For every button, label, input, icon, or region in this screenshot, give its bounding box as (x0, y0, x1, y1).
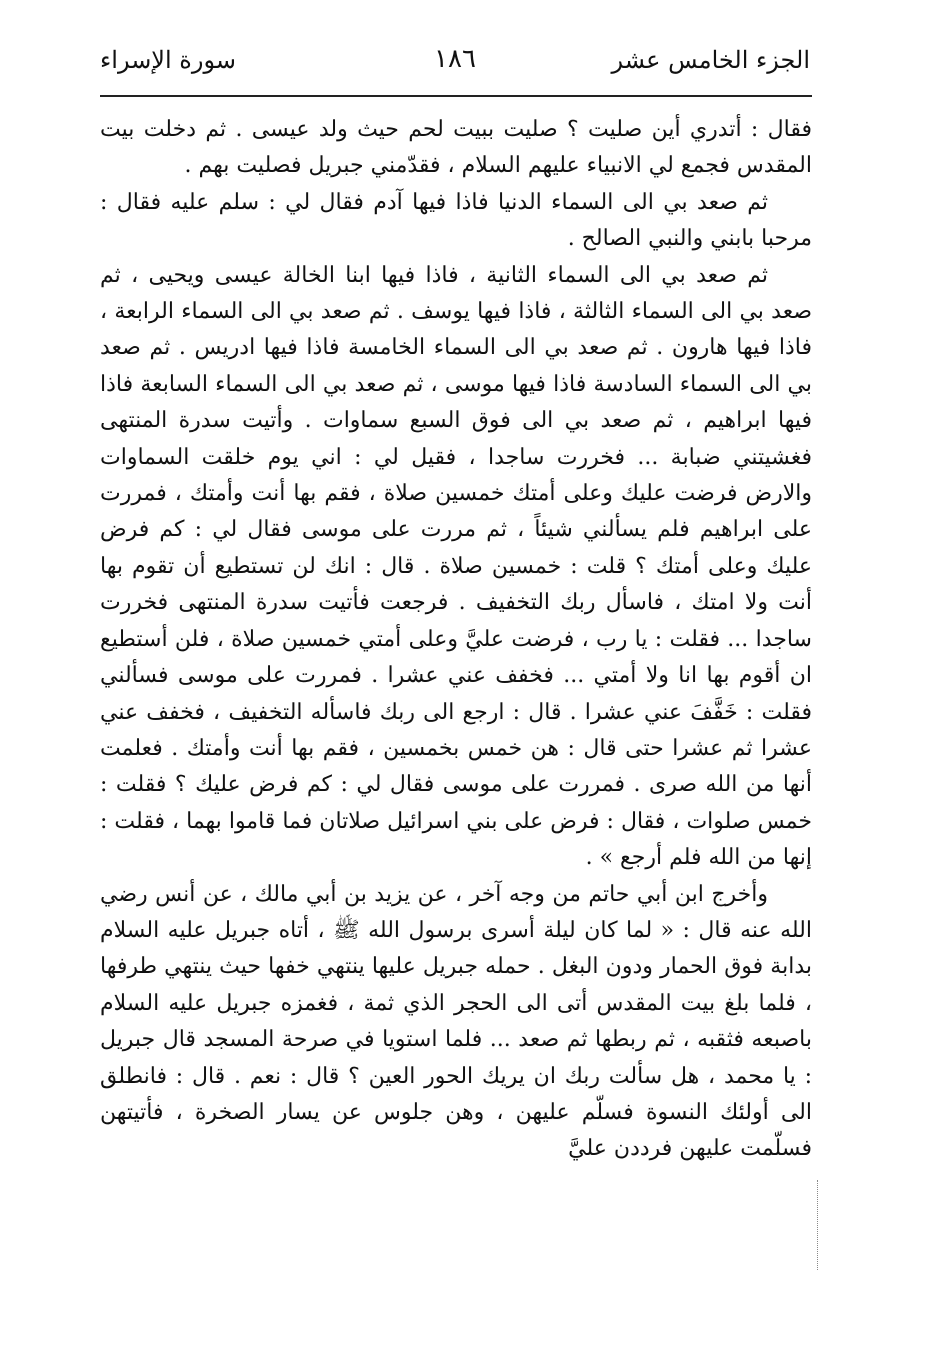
body-text (100, 112, 812, 1168)
paragraph-2: ثم صعد بي الى السماء الدنيا فاذا فيها آدم فقال لي : سلم عليه فقال : مرحبا بابني والنبي الصالح . (100, 189, 812, 252)
paragraph-4: وأخرج ابن أبي حاتم من وجه آخر ، عن يزيد بن أبي مالك ، عن أنس رضي الله عنه قال : « لما كان ليلة أسرى برسول الله ﷺ ، أتاه جبريل عليه السلام بدابة فوق الحمار ودون البغل . حمله جبريل عليها ينتهي خفها حيث ينتهي طرفها ، فلما بلغ بيت المقدس أتى الى الحجر الذي ثمة ، فغمزه جبريل عليه السلام باصبعه فثقبه ، ثم ربطها ثم صعد ... فلما استويا في صرحة المسجد قال جبريل : يا محمد ، هل سألت ربك ان يريك الحور العين ؟ قال : نعم . قال : فانطلق الى أولئك النسوة فسلّم عليهن ، وهن جلوس عن يسار الصخرة ، فأتيتهن فسلّمت عليهن فرددن عليَّ (100, 881, 812, 1162)
paragraph-3: ثم صعد بي الى السماء الثانية ، فاذا فيها ابنا الخالة عيسى ويحيى ، ثم صعد بي الى السماء الثالثة ، فاذا فيها يوسف . ثم صعد بي الى السماء الرابعة ، فاذا فيها هارون . ثم صعد بي الى السماء الخامسة فاذا فيها ادريس . ثم صعد بي الى السماء السادسة فاذا فيها موسى ، ثم صعد بي الى السماء السابعة فاذا فيها ابراهيم ، ثم صعد بي الى فوق السبع سماوات . وأتيت سدرة المنتهى فغشيتني ضبابة ... فخررت ساجدا ، فقيل لي : اني يوم خلقت السماوات والارض فرضت عليك وعلى أمتك خمسين صلاة ، فقم بها أنت وأمتك ، فمررت على ابراهيم فلم يسألني شيئاً ، ثم مررت على موسى فقال لي : كم فرض عليك وعلى أمتك ؟ قلت : خمسين صلاة . قال : انك لن تستطيع أن تقوم بها أنت ولا امتك ، فاسأل ربك التخفيف . فرجعت فأتيت سدرة المنتهى فخررت ساجدا ... فقلت : يا رب ، فرضت عليَّ وعلى أمتي خمسين صلاة ، فلن أستطيع ان أقوم بها انا ولا أمتي ... فخفف عني عشرا . فمررت على موسى فسألني فقلت : خَفَّفَ عني عشرا . قال : ارجع الى ربك فاسأله التخفيف ، فخفف عني عشرا ثم عشرا حتى قال : هن خمس بخمسين ، فقم بها أنت وأمتك . فعلمت أنها من الله صرى . فمررت على موسى فقال لي : كم فرض عليك ؟ فقلت : خمس صلوات ، فقال : فرض على بني اسرائيل صلاتان فما قاموا بهما ، فقلت : إنها من الله فلم أرجع » . (100, 262, 812, 871)
running-header (100, 40, 810, 90)
surah-title: سورة الإسراء (100, 46, 236, 74)
page-number: ١٨٦ (434, 44, 476, 74)
paragraph-1: فقال : أتدري أين صليت ؟ صليت ببيت لحم حيث ولد عيسى . ثم دخلت بيت المقدس فجمع لي الانبياء عليهم السلام ، فقدّمني جبريل فصليت بهم . (100, 117, 812, 179)
margin-scan-mark (817, 1180, 822, 1270)
juz-title: الجزء الخامس عشر (611, 46, 810, 74)
header-rule (100, 95, 812, 97)
